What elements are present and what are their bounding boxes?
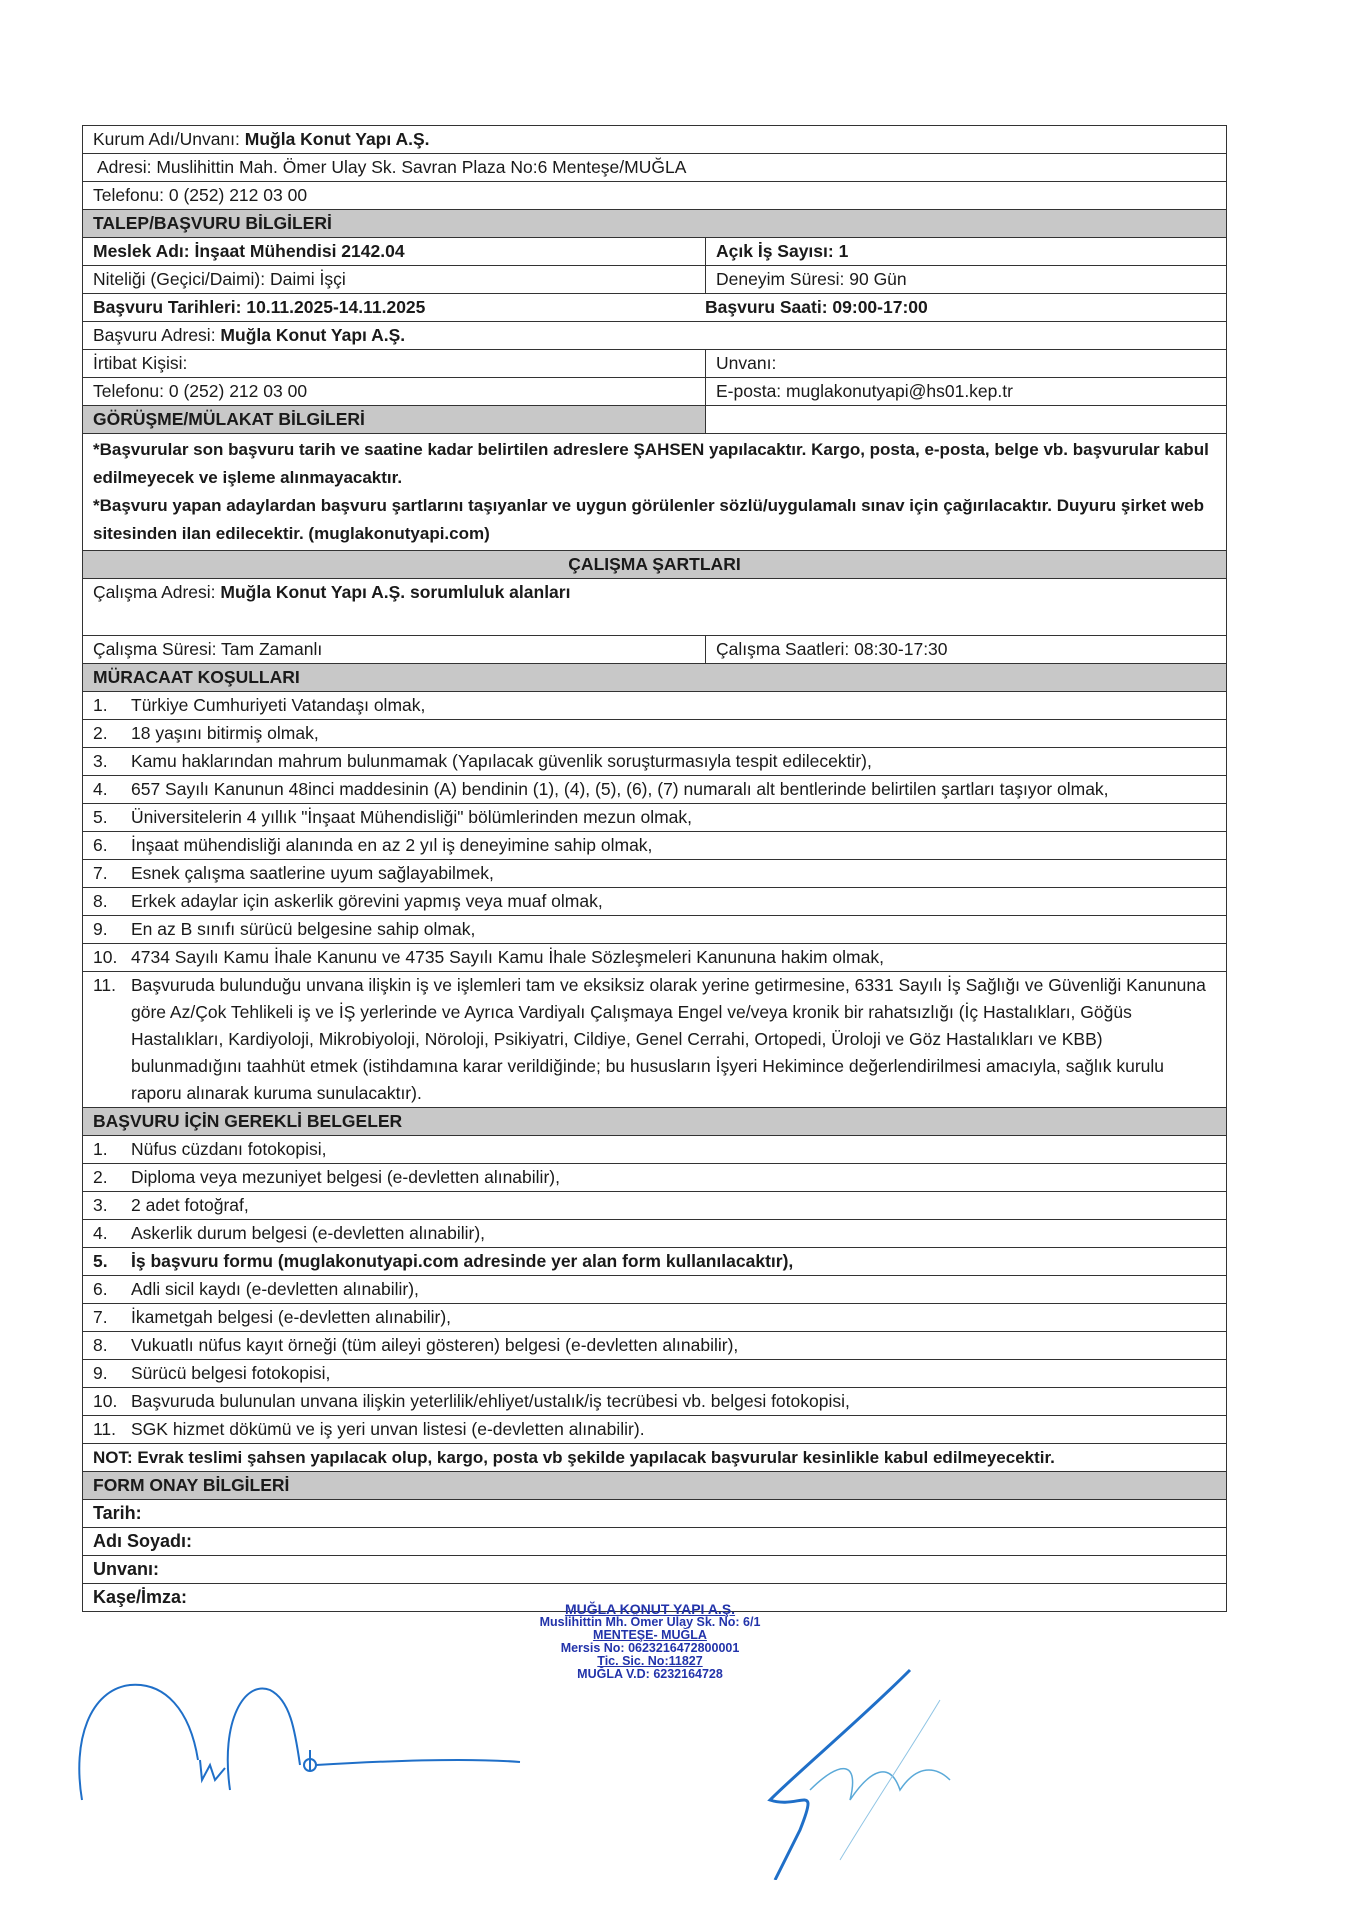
item-text: Adli sicil kaydı (e-devletten alınabilir), <box>131 1279 419 1299</box>
contact-email[interactable]: E-posta: muglakonutyapi@hs01.kep.tr <box>716 381 1013 401</box>
item-number: 7. <box>93 1307 108 1327</box>
application-address-row <box>82 322 1227 350</box>
contact-person: İrtibat Kişisi: <box>83 350 706 377</box>
condition-item <box>82 860 1227 888</box>
document-item <box>82 1164 1227 1192</box>
work-time-row <box>82 636 1227 664</box>
institution-name-value: Muğla Konut Yapı A.Ş. <box>244 129 430 149</box>
item-text: Üniversitelerin 4 yıllık "İnşaat Mühendisliği" bölümlerinden mezun olmak, <box>131 807 693 827</box>
work-address-label: Çalışma Adresi: <box>93 582 221 602</box>
item-number: 7. <box>93 863 108 883</box>
document-item <box>82 1136 1227 1164</box>
institution-address-row <box>82 154 1227 182</box>
item-text: Nüfus cüzdanı fotokopisi, <box>131 1139 327 1159</box>
item-number: 1. <box>93 1139 108 1159</box>
work-address-row <box>82 579 1227 636</box>
item-number: 1. <box>93 695 108 715</box>
conditions-list <box>82 692 1227 1108</box>
interview-notes-row <box>82 434 1227 551</box>
item-number: 3. <box>93 751 108 771</box>
condition-item <box>82 692 1227 720</box>
documents-list <box>82 1136 1227 1444</box>
work-hours: Çalışma Saatleri: 08:30-17:30 <box>716 639 948 659</box>
item-number: 4. <box>93 779 108 799</box>
item-number: 10. <box>93 1391 118 1411</box>
item-number: 9. <box>93 919 108 939</box>
condition-item <box>82 944 1227 972</box>
item-text: Erkek adaylar için askerlik görevini yapmış veya muaf olmak, <box>131 891 603 911</box>
document-item <box>82 1388 1227 1416</box>
approval-date-label: Tarih: <box>93 1503 142 1523</box>
application-hours: Başvuru Saati: 09:00-17:00 <box>705 297 928 317</box>
institution-phone-row <box>82 182 1227 210</box>
condition-item <box>82 888 1227 916</box>
institution-name-row <box>82 125 1227 154</box>
job-nature: Niteliği (Geçici/Daimi): Daimi İşçi <box>83 266 706 293</box>
documents-note: NOT: Evrak teslimi şahsen yapılacak olup, kargo, posta vb şekilde yapılacak başvurular kesinlikle kabul edilmeyecektir. <box>93 1448 1055 1467</box>
work-section-header: ÇALIŞMA ŞARTLARI <box>82 551 1227 579</box>
contact-row <box>82 350 1227 378</box>
condition-item <box>82 748 1227 776</box>
company-stamp: MUĞLA KONUT YAPI A.Ş. Muslihittin Mh. Ömer Ulay Sk. No: 6/1 MENTEŞE- MUĞLA Mersis No: 0623216472800001 Tic. Sic. No:11827 MUĞLA V.D: 6232164728 <box>539 1601 761 1681</box>
document-item <box>82 1276 1227 1304</box>
conditions-section-header: MÜRACAAT KOŞULLARI <box>82 664 1227 692</box>
item-text: 4734 Sayılı Kamu İhale Kanunu ve 4735 Sayılı Kamu İhale Sözleşmeleri Kanununa hakim olmak, <box>131 947 884 967</box>
item-text: SGK hizmet dökümü ve iş yeri unvan listesi (e-devletten alınabilir). <box>131 1419 645 1439</box>
item-text: Sürücü belgesi fotokopisi, <box>131 1363 331 1383</box>
document-item <box>82 1304 1227 1332</box>
item-text: İkametgah belgesi (e-devletten alınabilir), <box>131 1307 452 1327</box>
item-number: 2. <box>93 1167 108 1187</box>
work-address-value: Muğla Konut Yapı A.Ş. sorumluluk alanları <box>220 582 571 602</box>
condition-item <box>82 776 1227 804</box>
item-text: 657 Sayılı Kanunun 48inci maddesinin (A) bendinin (1), (4), (5), (6), (7) numaralı alt bentlerinde belirtilen şartları taşıyor olmak, <box>131 779 1109 799</box>
item-number: 6. <box>93 835 108 855</box>
item-number: 2. <box>93 723 108 743</box>
contact-phone-row <box>82 378 1227 406</box>
item-text: Türkiye Cumhuriyeti Vatandaşı olmak, <box>131 695 426 715</box>
documents-section-header: BAŞVURU İÇİN GEREKLİ BELGELER <box>82 1108 1227 1136</box>
application-address-label: Başvuru Adresi: <box>93 325 221 345</box>
interview-note-2: *Başvuru yapan adaylardan başvuru şartlarını taşıyanlar ve uygun görülenler sözlü/uygulamalı sınav için çağırılacaktır. Duyuru şirket web sitesinden ilan edilecektir. (muglakonutyapi.com) <box>93 496 1205 543</box>
open-jobs: Açık İş Sayısı: 1 <box>716 241 849 261</box>
item-text: Başvuruda bulunulan unvana ilişkin yeterlilik/ehliyet/ustalık/iş tecrübesi vb. belgesi fotokopisi, <box>131 1391 850 1411</box>
interview-section-header: GÖRÜŞME/MÜLAKAT BİLGİLERİ <box>82 406 1227 434</box>
institution-address: Adresi: Muslihittin Mah. Ömer Ulay Sk. Savran Plaza No:6 Menteşe/MUĞLA <box>97 157 687 177</box>
item-text: En az B sınıfı sürücü belgesine sahip olmak, <box>131 919 476 939</box>
item-text: Kamu haklarından mahrum bulunmamak (Yapılacak güvenlik soruşturmasıyla tespit edilecektir), <box>131 751 872 771</box>
contact-title: Unvanı: <box>716 353 777 373</box>
documents-note-row <box>82 1444 1227 1472</box>
signature-right-icon <box>740 1660 980 1880</box>
application-dates-row <box>82 294 1227 322</box>
approval-title-row <box>82 1556 1227 1584</box>
item-text: İş başvuru formu (muglakonutyapi.com adresinde yer alan form kullanılacaktır), <box>131 1251 794 1271</box>
approval-title-label: Unvanı: <box>93 1559 160 1579</box>
item-number: 10. <box>93 947 118 967</box>
approval-name-row <box>82 1528 1227 1556</box>
item-text: 18 yaşını bitirmiş olmak, <box>131 723 319 743</box>
item-text: 2 adet fotoğraf, <box>131 1195 249 1215</box>
signature-left-icon <box>70 1670 670 1820</box>
approval-name-label: Adı Soyadı: <box>93 1531 193 1551</box>
approval-stamp-label: Kaşe/İmza: <box>93 1587 188 1607</box>
approval-date-row <box>82 1500 1227 1528</box>
item-number: 8. <box>93 891 108 911</box>
document-item <box>82 1192 1227 1220</box>
trial-period: Deneyim Süresi: 90 Gün <box>716 269 907 289</box>
condition-item <box>82 832 1227 860</box>
condition-item <box>82 720 1227 748</box>
condition-item <box>82 804 1227 832</box>
item-number: 11. <box>93 975 117 995</box>
interview-note-1: *Başvurular son başvuru tarih ve saatine kadar belirtilen adreslere ŞAHSEN yapılacaktır. Kargo, posta, e-posta, belge vb. başvurular kabul edilmeyecek ve işleme alınmayacaktır. <box>93 440 1209 487</box>
institution-phone: Telefonu: 0 (252) 212 03 00 <box>93 185 308 205</box>
condition-item <box>82 972 1227 1108</box>
profession-row <box>82 238 1227 266</box>
request-section-header: TALEP/BAŞVURU BİLGİLERİ <box>82 210 1227 238</box>
application-dates: Başvuru Tarihleri: 10.11.2025-14.11.2025 <box>93 297 426 317</box>
institution-name-label: Kurum Adı/Unvanı: <box>93 129 245 149</box>
nature-row <box>82 266 1227 294</box>
item-number: 5. <box>93 807 108 827</box>
work-duration: Çalışma Süresi: Tam Zamanlı <box>83 636 706 663</box>
item-number: 8. <box>93 1335 108 1355</box>
document-item <box>82 1416 1227 1444</box>
profession: Meslek Adı: İnşaat Mühendisi 2142.04 <box>83 238 706 265</box>
item-number: 4. <box>93 1223 108 1243</box>
item-number: 6. <box>93 1279 108 1299</box>
item-text: Başvuruda bulunduğu unvana ilişkin iş ve işlemleri tam ve eksiksiz olarak yerine getirmesine, 6331 Sayılı İş Sağlığı ve Güvenliği Kanununa göre Az/Çok Tehlikeli iş ve İŞ yerlerinde ve Ayrıca Vardiyalı Çalışmaya Engel ve/veya kronik bir rahatsızlığı (İç Hastalıkları, Göğüs Hastalıkları, Kardiyoloji, Mikrobiyoloji, Nöroloji, Psikiyatri, Cildiye, Genel Cerrahi, Ortopedi, Üroloji ve Göz Hastalıkları ve KBB) bulunmadığını taahhüt etmek (istihdamına karar verildiğinde; bu hususların İşyeri Hekimince değerlendirilmesi amacıyla, sağlık kurulu raporu alınarak kuruma sunulacaktır). <box>131 975 1206 1103</box>
item-text: Askerlik durum belgesi (e-devletten alınabilir), <box>131 1223 486 1243</box>
item-number: 9. <box>93 1363 108 1383</box>
item-text: Vukuatlı nüfus kayıt örneği (tüm aileyi gösteren) belgesi (e-devletten alınabilir), <box>131 1335 739 1355</box>
item-number: 3. <box>93 1195 108 1215</box>
item-number: 11. <box>93 1419 117 1439</box>
item-text: Diploma veya mezuniyet belgesi (e-devletten alınabilir), <box>131 1167 560 1187</box>
document-item <box>82 1360 1227 1388</box>
job-posting-form <box>82 125 1227 1612</box>
item-text: İnşaat mühendisliği alanında en az 2 yıl iş deneyimine sahip olmak, <box>131 835 653 855</box>
item-number: 5. <box>93 1251 108 1271</box>
contact-phone: Telefonu: 0 (252) 212 03 00 <box>83 378 706 405</box>
document-item <box>82 1220 1227 1248</box>
application-address-value: Muğla Konut Yapı A.Ş. <box>220 325 406 345</box>
document-item <box>82 1332 1227 1360</box>
condition-item <box>82 916 1227 944</box>
item-text: Esnek çalışma saatlerine uyum sağlayabilmek, <box>131 863 494 883</box>
document-item <box>82 1248 1227 1276</box>
approval-section-header: FORM ONAY BİLGİLERİ <box>82 1472 1227 1500</box>
